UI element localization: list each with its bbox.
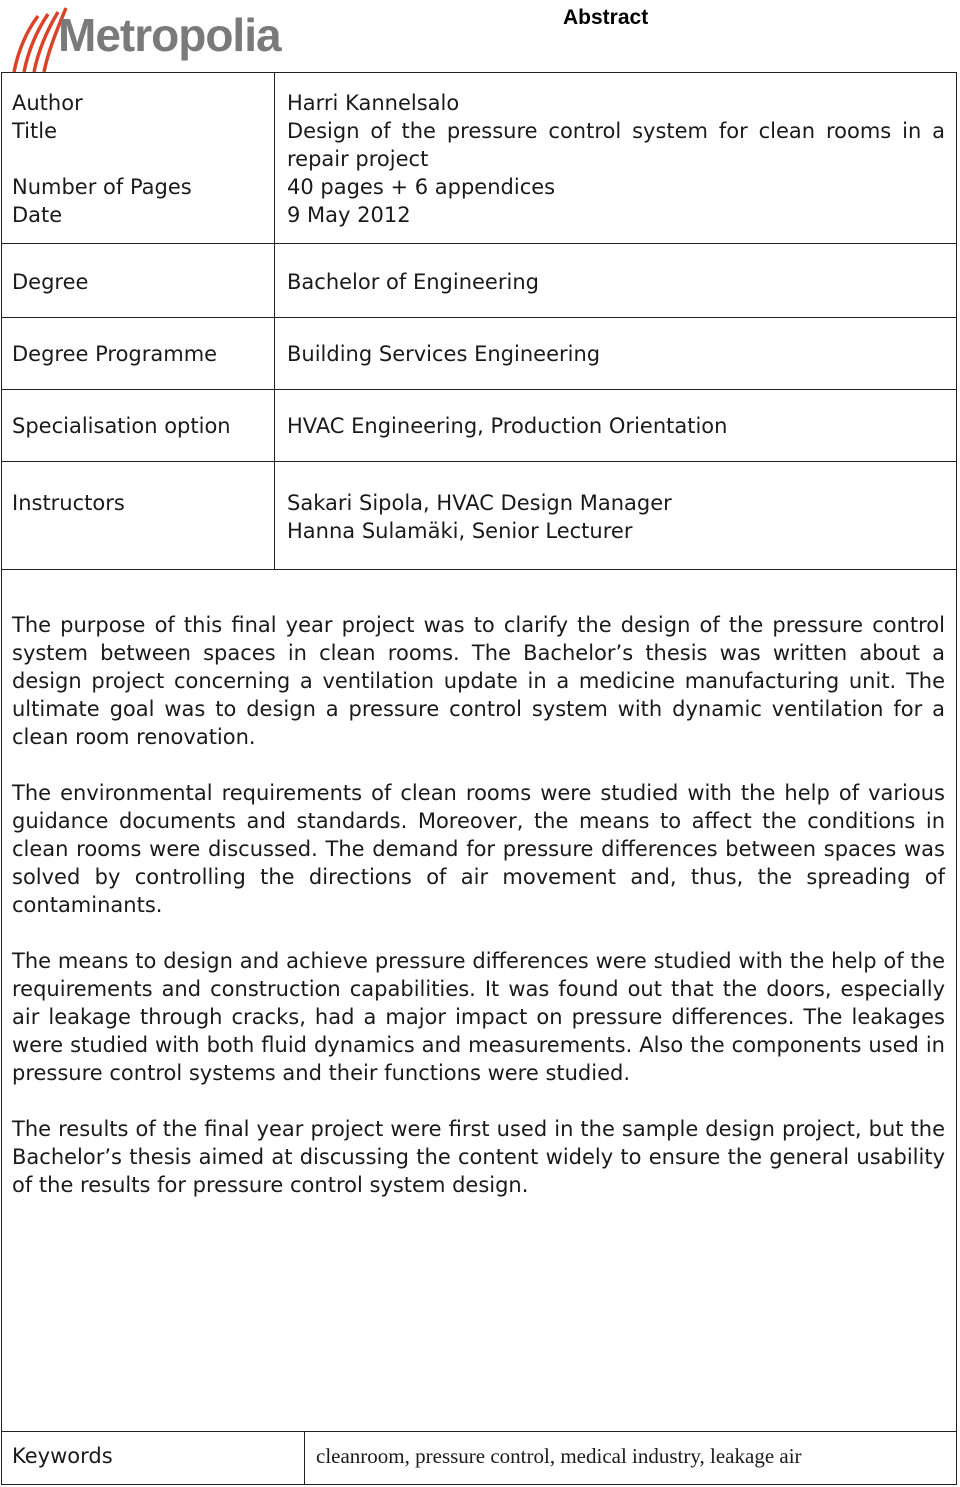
row-divider	[1, 569, 957, 570]
pages-label: Number of Pages	[12, 175, 192, 199]
keywords-label: Keywords	[12, 1444, 113, 1468]
author-value: Harri Kannelsalo	[287, 91, 460, 115]
instructor-2: Hanna Sulamäki, Senior Lecturer	[287, 519, 633, 543]
degree-label: Degree	[12, 270, 89, 294]
instructors-label: Instructors	[12, 491, 125, 515]
pages-value: 40 pages + 6 appendices	[287, 175, 556, 199]
programme-label: Degree Programme	[12, 342, 218, 366]
date-label: Date	[12, 203, 63, 227]
specialisation-value: HVAC Engineering, Production Orientation	[287, 414, 728, 438]
title-value: Design of the pressure control system for clean rooms in a repair project	[287, 119, 945, 171]
author-label: Author	[12, 91, 83, 115]
instructor-1: Sakari Sipola, HVAC Design Manager	[287, 491, 672, 515]
row-divider	[1, 389, 957, 390]
page-heading: Abstract	[563, 6, 649, 29]
abstract-paragraph: The purpose of this final year project was to clarify the design of the pressure control system between spaces in clean rooms. The Bachelor’s thesis was written about a design project concerning a ventilation update in a medicine manufacturing unit. The ultimate goal was to design a pressure control system with dynamic ventilation for a clean room renovation.	[12, 613, 945, 749]
metropolia-logo	[8, 2, 318, 74]
logo-wordmark: Metropolia	[58, 9, 281, 61]
row-divider	[1, 461, 957, 462]
row-divider	[1, 317, 957, 318]
title-label: Title	[12, 119, 58, 143]
abstract-paragraph: The environmental requirements of clean rooms were studied with the help of various guidance documents and standards. Moreover, the means to affect the conditions in clean rooms were discussed. The demand for pressure differences between spaces was solved by controlling the directions of air movement and, thus, the spreading of contaminants.	[12, 781, 945, 917]
keywords-value: cleanroom, pressure control, medical industry, leakage air	[316, 1444, 802, 1468]
date-value: 9 May 2012	[287, 203, 411, 227]
programme-value: Building Services Engineering	[287, 342, 601, 366]
degree-value: Bachelor of Engineering	[287, 270, 539, 294]
specialisation-label: Specialisation option	[12, 414, 231, 438]
abstract-body	[12, 611, 945, 1227]
row-divider	[1, 243, 957, 244]
column-divider	[304, 1431, 305, 1485]
abstract-paragraph: The results of the final year project were first used in the sample design project, but the Bachelor’s thesis aimed at discussing the content widely to ensure the general usability of the results for pressure control system design.	[12, 1117, 945, 1197]
row-divider	[1, 1431, 957, 1432]
abstract-paragraph: The means to design and achieve pressure differences were studied with the help of the requirements and construction capabilities. It was found out that the doors, especially air leakage through cracks, had a major impact on pressure differences. The leakages were studied with both fluid dynamics and measurements. Also the components used in pressure control systems and their functions were studied.	[12, 949, 945, 1085]
column-divider	[274, 72, 275, 570]
